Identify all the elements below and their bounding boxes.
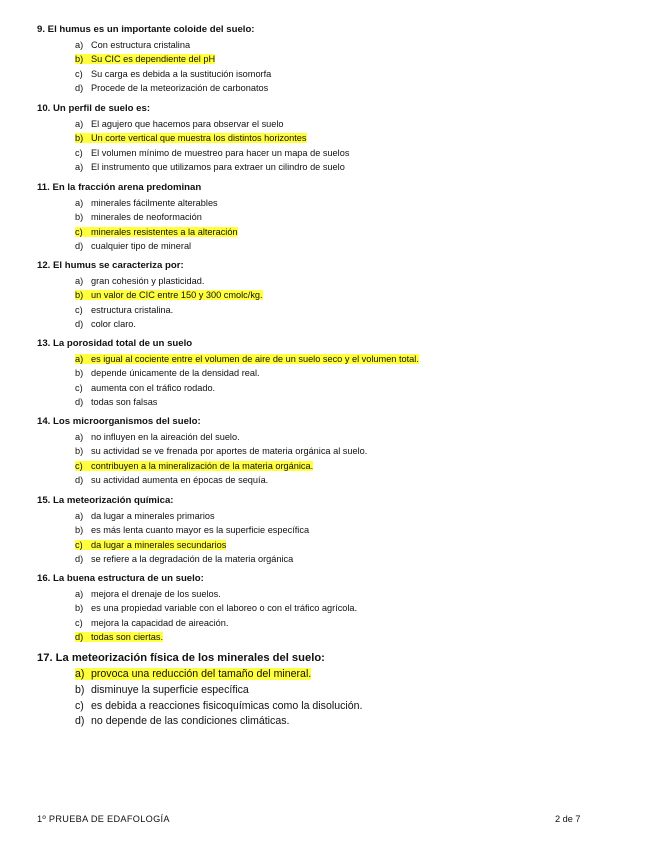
question-title: 11. En la fracción arena predominan xyxy=(37,182,202,193)
answer-option xyxy=(75,616,637,630)
option-text: mejora el drenaje de los suelos. xyxy=(91,589,221,599)
option-letter: a) xyxy=(75,40,84,50)
option-letter: b) xyxy=(75,290,84,301)
option-text: estructura cristalina. xyxy=(91,304,174,315)
option-text: todas son falsas xyxy=(91,396,158,407)
option-letter: d) xyxy=(75,474,84,485)
question-9 xyxy=(37,24,637,95)
answer-option xyxy=(75,366,637,380)
option-letter: b) xyxy=(75,368,84,379)
option-text: es más lenta cuanto mayor es la superficie específica xyxy=(91,525,310,536)
option-letter: d) xyxy=(75,396,84,407)
question-title: 9. El humus es un importante coloide del suelo: xyxy=(37,24,255,35)
answer-option xyxy=(75,587,637,601)
option-text: Un corte vertical que muestra los distintos horizontes xyxy=(91,133,307,144)
option-text: mejora la capacidad de aireación. xyxy=(91,617,229,628)
option-text: cualquier tipo de mineral xyxy=(91,240,192,251)
option-text: su actividad se ve frenada por aportes de materia orgánica al suelo. xyxy=(91,446,368,457)
answer-option xyxy=(75,699,637,715)
option-text: no depende de las condiciones climáticas. xyxy=(91,715,290,728)
option-letter: c) xyxy=(75,226,83,237)
answer-content xyxy=(75,397,157,407)
answer-option xyxy=(75,196,637,210)
option-text: Procede de la meteorización de carbonatos xyxy=(91,82,269,93)
option-letter: b) xyxy=(75,446,84,457)
option-text: color claro. xyxy=(91,318,136,329)
option-letter: b) xyxy=(75,603,84,614)
answer-content xyxy=(75,715,289,727)
option-text: minerales fácilmente alterables xyxy=(91,198,218,208)
answer-option xyxy=(75,667,637,683)
option-letter: c) xyxy=(75,68,83,79)
answer-option xyxy=(75,274,637,288)
answer-option xyxy=(75,303,637,317)
question-16 xyxy=(37,573,637,644)
answer-option xyxy=(75,523,637,537)
option-letter: a) xyxy=(75,161,84,172)
answer-option xyxy=(75,117,637,131)
option-letter: d) xyxy=(75,631,84,642)
answer-option xyxy=(75,538,637,552)
option-letter: a) xyxy=(75,354,84,364)
option-letter: a) xyxy=(75,198,84,208)
answer-option xyxy=(75,509,637,523)
answer-option xyxy=(75,552,637,566)
footer-exam-title: 1º PRUEBA DE EDAFOLOGÍA xyxy=(37,814,170,824)
footer-page-number: 2 de 7 xyxy=(555,814,581,824)
option-text: minerales de neoformación xyxy=(91,212,202,223)
answer-content xyxy=(75,276,204,286)
answer-content xyxy=(75,700,362,712)
answer-option xyxy=(75,714,637,730)
answer-content xyxy=(75,618,228,628)
option-letter: a) xyxy=(75,668,85,680)
answer-option xyxy=(75,381,637,395)
answer-option xyxy=(75,683,637,699)
highlighted-answer xyxy=(75,668,311,680)
answer-content xyxy=(75,368,260,378)
highlighted-answer xyxy=(75,632,163,642)
answer-content xyxy=(75,511,215,521)
option-text: contribuyen a la mineralización de la materia orgánica. xyxy=(91,460,314,471)
option-text: un valor de CIC entre 150 y 300 cmolc/kg. xyxy=(91,290,263,301)
answer-content xyxy=(75,83,268,93)
answer-option xyxy=(75,473,637,487)
option-letter: d) xyxy=(75,240,84,251)
answer-content xyxy=(75,684,249,696)
option-text: aumenta con el tráfico rodado. xyxy=(91,382,216,393)
option-text: disminuye la superficie específica xyxy=(91,683,249,696)
option-letter: a) xyxy=(75,119,84,129)
option-text: da lugar a minerales primarios xyxy=(91,511,215,521)
highlighted-answer xyxy=(75,133,307,143)
question-title: 16. La buena estructura de un suelo: xyxy=(37,573,204,584)
answer-option xyxy=(75,131,637,145)
answer-content xyxy=(75,589,221,599)
option-letter: c) xyxy=(75,539,83,550)
option-letter: a) xyxy=(75,432,84,442)
answer-option xyxy=(75,430,637,444)
option-text: es debida a reacciones fisicoquímicas como la disolución. xyxy=(91,699,363,712)
option-text: depende únicamente de la densidad real. xyxy=(91,368,260,379)
highlighted-answer xyxy=(75,227,238,237)
answer-option xyxy=(75,352,637,366)
question-title: 15. La meteorización química: xyxy=(37,495,174,506)
answer-content xyxy=(75,475,268,485)
option-letter: b) xyxy=(75,133,84,144)
answer-content xyxy=(75,319,136,329)
option-letter: b) xyxy=(75,683,85,696)
option-text: El volumen mínimo de muestreo para hacer un mapa de suelos xyxy=(91,147,350,158)
answer-option xyxy=(75,210,637,224)
option-letter: c) xyxy=(75,617,83,628)
option-letter: a) xyxy=(75,276,84,286)
option-text: su actividad aumenta en épocas de sequía. xyxy=(91,474,269,485)
answer-option xyxy=(75,601,637,615)
option-letter: c) xyxy=(75,382,83,393)
answer-content xyxy=(75,40,190,50)
option-letter: d) xyxy=(75,553,84,564)
option-text: Su carga es debida a la sustitución isomorfa xyxy=(91,68,272,79)
answer-content xyxy=(75,212,202,222)
answer-content xyxy=(75,148,349,158)
question-title: 12. El humus se caracteriza por: xyxy=(37,260,184,271)
highlighted-answer xyxy=(75,290,263,300)
answer-content xyxy=(75,162,345,172)
answer-content xyxy=(75,119,284,129)
answer-content xyxy=(75,69,271,79)
option-letter: b) xyxy=(75,525,84,536)
answer-content xyxy=(75,241,191,251)
option-letter: b) xyxy=(75,212,84,223)
answer-option xyxy=(75,630,637,644)
answer-option xyxy=(75,239,637,253)
question-title: 13. La porosidad total de un suelo xyxy=(37,338,193,349)
option-text: da lugar a minerales secundarios xyxy=(91,539,227,550)
option-letter: a) xyxy=(75,511,84,521)
answer-content xyxy=(75,198,218,208)
answer-content xyxy=(75,305,173,315)
answer-option xyxy=(75,38,637,52)
highlighted-answer xyxy=(75,54,215,64)
option-letter: b) xyxy=(75,54,84,65)
answer-option xyxy=(75,81,637,95)
option-text: todas son ciertas. xyxy=(91,631,164,642)
answer-option xyxy=(75,444,637,458)
question-title: 17. La meteorización física de los minerales del suelo: xyxy=(37,652,325,664)
option-letter: c) xyxy=(75,460,83,471)
question-17 xyxy=(37,651,637,730)
question-15 xyxy=(37,495,637,566)
option-letter: d) xyxy=(75,715,85,728)
option-text: provoca una reducción del tamaño del mineral. xyxy=(91,668,312,680)
option-text: gran cohesión y plasticidad. xyxy=(91,276,205,286)
option-text: El instrumento que utilizamos para extraer un cilindro de suelo xyxy=(91,161,345,172)
answer-option xyxy=(75,317,637,331)
option-letter: c) xyxy=(75,304,83,315)
answer-option xyxy=(75,395,637,409)
answer-content xyxy=(75,446,367,456)
answer-option xyxy=(75,146,637,160)
answer-content xyxy=(75,432,240,442)
question-14 xyxy=(37,416,637,487)
question-13 xyxy=(37,338,637,409)
answer-option xyxy=(75,288,637,302)
answer-option xyxy=(75,67,637,81)
option-text: se refiere a la degradación de la materia orgánica xyxy=(91,553,294,564)
option-text: minerales resistentes a la alteración xyxy=(91,226,238,237)
option-letter: d) xyxy=(75,318,84,329)
answer-option xyxy=(75,52,637,66)
question-title: 10. Un perfil de suelo es: xyxy=(37,103,151,114)
answer-content xyxy=(75,554,293,564)
option-text: es igual al cociente entre el volumen de aire de un suelo seco y el volumen total. xyxy=(91,354,419,364)
answer-option xyxy=(75,459,637,473)
highlighted-answer xyxy=(75,461,313,471)
option-letter: a) xyxy=(75,589,84,599)
answer-option xyxy=(75,160,637,174)
option-text: El agujero que hacemos para observar el suelo xyxy=(91,119,284,129)
option-text: es una propiedad variable con el laboreo o con el tráfico agrícola. xyxy=(91,603,358,614)
answer-content xyxy=(75,383,215,393)
option-letter: c) xyxy=(75,147,83,158)
answer-content xyxy=(75,603,357,613)
question-title: 14. Los microorganismos del suelo: xyxy=(37,416,201,427)
question-10 xyxy=(37,103,637,174)
option-letter: d) xyxy=(75,82,84,93)
highlighted-answer xyxy=(75,354,419,364)
question-11 xyxy=(37,182,637,253)
answer-content xyxy=(75,525,309,535)
highlighted-answer xyxy=(75,540,226,550)
option-text: Su CIC es dependiente del pH xyxy=(91,54,216,65)
option-text: no influyen en la aireación del suelo. xyxy=(91,432,240,442)
answer-option xyxy=(75,225,637,239)
option-letter: c) xyxy=(75,699,84,712)
option-text: Con estructura cristalina xyxy=(91,40,191,50)
question-12 xyxy=(37,260,637,331)
